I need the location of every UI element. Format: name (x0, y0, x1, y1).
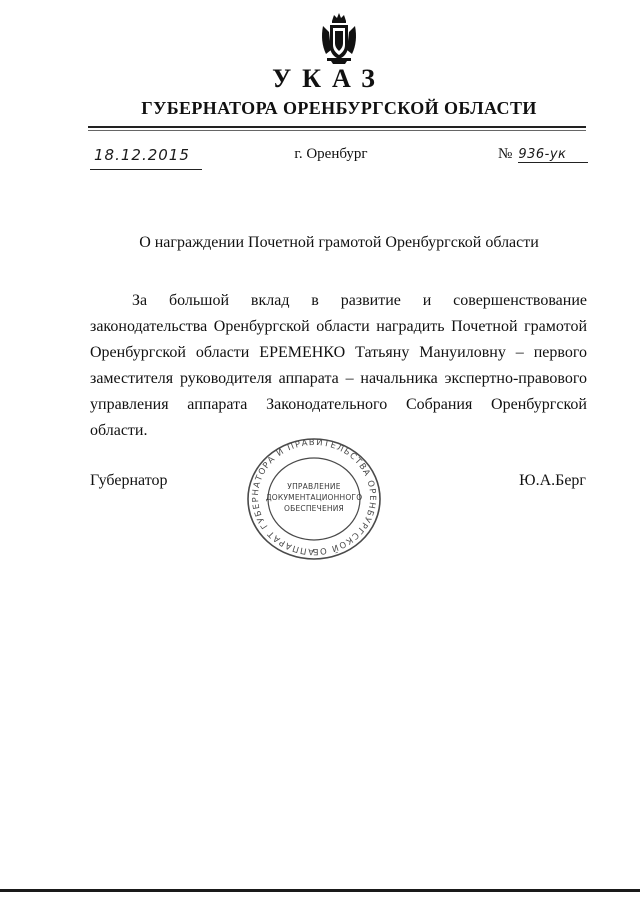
stamp-line-3: ОБЕСПЕЧЕНИЯ (284, 504, 344, 513)
document-title: УКАЗ (272, 64, 386, 93)
stamp-line-1: УПРАВЛЕНИЕ (287, 482, 341, 491)
stamp-center-text (264, 481, 364, 514)
signer-name: Ю.А.Берг (519, 472, 586, 489)
stamp-ring-text: АППАРАТ ГУБЕРНАТОРА И ПРАВИТЕЛЬСТВА ОРЕНБУРГСКОЙ ОБ (250, 437, 378, 557)
number-sign: № (498, 146, 513, 162)
header-divider-thin (88, 130, 586, 131)
decree-city: г. Оренбург (294, 146, 368, 162)
decree-heading: О награждении Почетной грамотой Оренбургской области (139, 234, 539, 251)
number-value: 936-ук (518, 147, 588, 163)
decree-date: 18.12.2015 (90, 146, 202, 170)
decree-number (498, 146, 588, 170)
signer-title: Губернатор (90, 472, 168, 489)
header-divider (88, 126, 586, 128)
official-stamp (244, 437, 384, 561)
document-subtitle: ГУБЕРНАТОРА ОРЕНБУРГСКОЙ ОБЛАСТИ (141, 98, 537, 118)
footer-divider (0, 889, 640, 892)
coat-of-arms-icon (319, 12, 359, 64)
decree-body: За большой вклад в развитие и совершенствование законодательства Оренбургской области наградить Почетной грамотой Оренбургской области ЕРЕМЕНКО Татьяну Мануиловну – первого заместителя руководителя аппарата – начальника экспертно-правового управления аппарата Законодательного Собрания Оренбургской области. (90, 292, 587, 439)
stamp-line-2: ДОКУМЕНТАЦИОННОГО (265, 493, 363, 502)
